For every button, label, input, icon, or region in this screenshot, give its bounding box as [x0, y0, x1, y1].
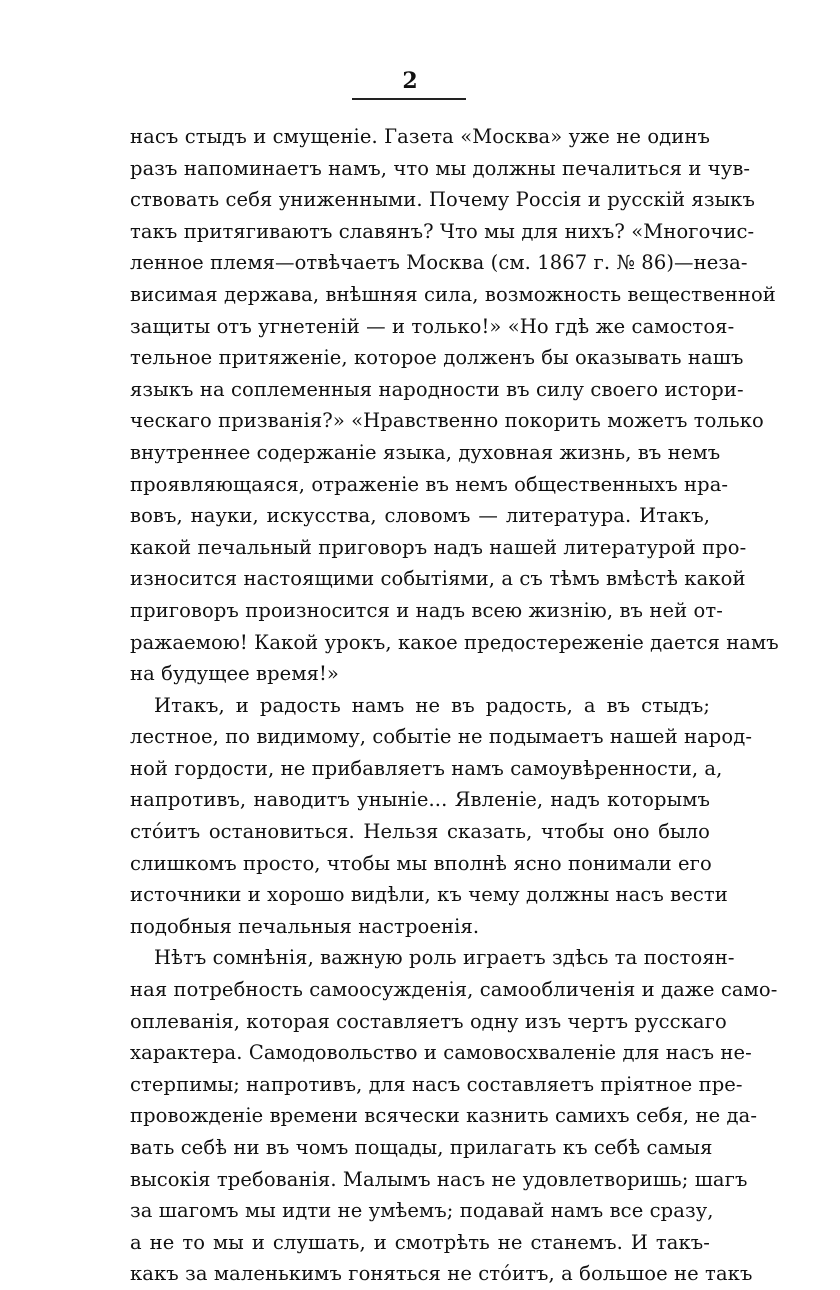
text-line: Итакъ, и радость намъ не въ радость, а въ стыдъ;	[154, 693, 710, 717]
text-line: на будущее время!»	[130, 662, 339, 686]
text-line: приговоръ произносится и надъ всею жизнію, въ ней от-	[130, 598, 723, 622]
text-line: лестное, по видимому, событіе не подымаетъ нашей народ-	[130, 725, 753, 749]
text-line: оплеванія, которая составляетъ одну изъ чертъ русскаго	[130, 1009, 727, 1033]
text-line: защиты отъ угнетеній — и только!» «Но гдѣ же самостоя-	[130, 314, 735, 338]
text-line: языкъ на соплеменныя народности въ силу своего истори-	[130, 377, 744, 401]
text-line: Нѣтъ сомнѣнія, важную роль играетъ здѣсь та постоян-	[154, 946, 735, 970]
text-line: разъ напоминаетъ намъ, что мы должны печалиться и чув-	[130, 156, 751, 180]
text-line: какой печальный приговоръ надъ нашей литературой про-	[130, 535, 747, 559]
text-line: износится настоящими событіями, а съ тѣмъ вмѣстѣ какой	[130, 567, 746, 591]
text-line: ная потребность самоосужденія, самообличенія и даже само-	[130, 978, 778, 1002]
text-line: а не то мы и слушать, и смотрѣть не станемъ. И такъ-	[130, 1230, 710, 1254]
text-line: внутреннее содержаніе языка, духовная жизнь, въ немъ	[130, 440, 721, 464]
text-line: подобныя печальныя настроенія.	[130, 914, 480, 938]
text-line: проявляющаяся, отраженіе въ немъ общественныхъ нра-	[130, 472, 729, 496]
text-line: стóитъ остановиться. Нельзя сказать, чтобы оно было	[130, 820, 710, 844]
header-rule	[352, 98, 466, 100]
text-line: слишкомъ просто, чтобы мы вполнѣ ясно понимали его	[130, 851, 712, 875]
text-line: вовъ, науки, искусства, словомъ — литература. Итакъ,	[130, 504, 710, 528]
text-line: стерпимы; напротивъ, для насъ составляетъ пріятное пре-	[130, 1072, 743, 1096]
text-line: такъ притягиваютъ славянъ? Что мы для нихъ? «Многочис-	[130, 219, 755, 243]
page-number: 2	[402, 68, 418, 94]
text-line: характера. Самодовольство и самовосхваленіе для насъ не-	[130, 1041, 752, 1065]
text-line: вать себѣ ни въ чомъ пощады, прилагать къ себѣ самыя	[130, 1136, 713, 1159]
body-text	[130, 121, 779, 1290]
text-line: высокія требованія. Малымъ насъ не удовлетворишь; шагъ	[130, 1167, 748, 1191]
text-line: напротивъ, наводитъ уныніе... Явленіе, надъ которымъ	[130, 788, 710, 812]
text-line: насъ стыдъ и смущеніе. Газета «Москва» уже не одинъ	[130, 125, 710, 148]
text-line: ражаемою! Какой урокъ, какое предостереженіе дается намъ	[130, 630, 779, 654]
text-line: висимая держава, внѣшняя сила, возможность вещественной	[130, 282, 776, 306]
text-line: источники и хорошо видѣли, къ чему должны насъ вести	[130, 883, 728, 907]
text-line: ческаго призванія?» «Нравственно покорить можетъ только	[130, 409, 764, 433]
text-line: за шагомъ мы идти не умѣемъ; подавай намъ все сразу,	[130, 1199, 714, 1223]
text-line: какъ за маленькимъ гоняться не стóитъ, а большое не такъ	[130, 1262, 753, 1286]
text-line: ной гордости, не прибавляетъ намъ самоувѣренности, а,	[130, 756, 723, 780]
text-line: тельное притяженіе, которое долженъ бы оказывать нашъ	[130, 346, 744, 370]
text-line: ствовать себя униженными. Почему Россія и русскій языкъ	[130, 188, 755, 212]
text-line: провожденіе времени всячески казнить самихъ себя, не да-	[130, 1104, 758, 1128]
text-line: ленное племя—отвѣчаетъ Москва (см. 1867 г. № 86)—неза-	[130, 251, 748, 275]
